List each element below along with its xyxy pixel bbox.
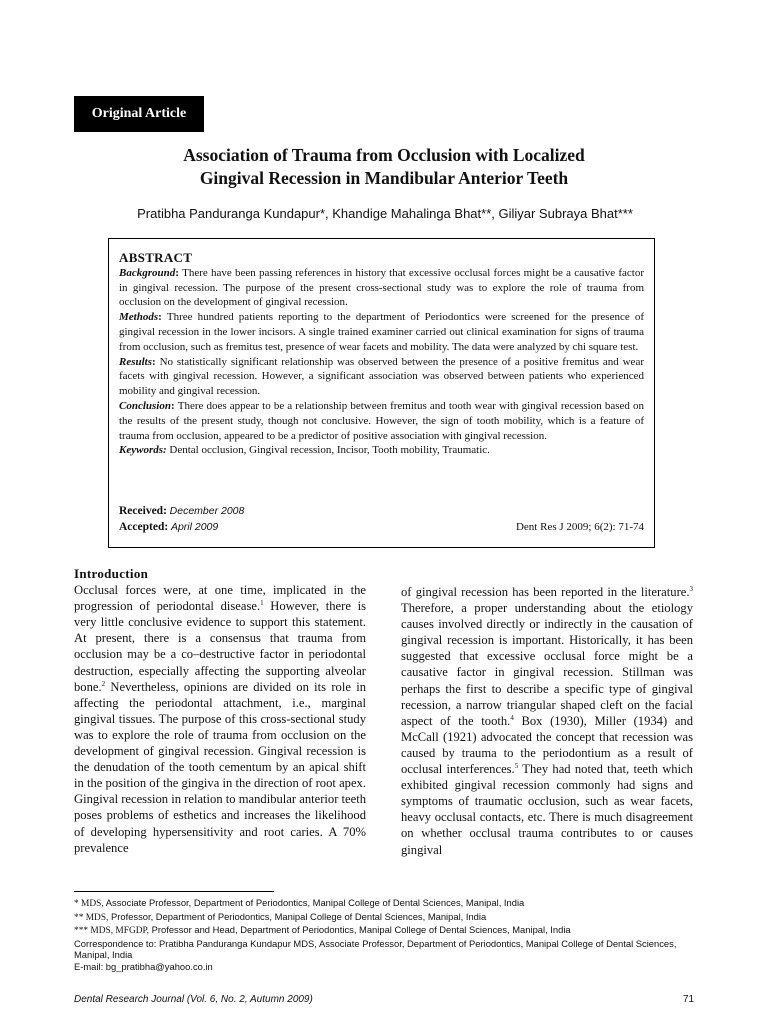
abstract-background: Background: There have been passing references in history that excessive occlusal forces might be a causative factor in gingival recession. The purpose of the present cross-sectional study was to explore the role of trauma from occlusion on the development of gingival recession. <box>119 266 644 309</box>
article-type-badge: Original Article <box>74 96 204 132</box>
background-label: Background <box>119 266 176 279</box>
ref-3: 3 <box>689 584 693 593</box>
footnote-3 <box>74 924 699 938</box>
footnote-mark: * MDS, <box>74 899 104 909</box>
ref-1: 1 <box>260 599 264 607</box>
intro-text: However, there is very little conclusive evidence to support this statement. At present, there is a consensus that trauma from occlusion may be a co–destructive factor in periodontal destruction, especially affecting the supporting alveolar bone. <box>74 599 366 694</box>
intro-text: Occlusal forces were, at one time, implicated in the progression of periodontal disease. <box>74 583 366 614</box>
ref-2: 2 <box>101 679 106 688</box>
footnote-mark: ** MDS, <box>74 912 109 923</box>
received-date: December 2008 <box>169 505 245 517</box>
page-number: 71 <box>683 994 695 1005</box>
methods-text: Three hundred patients reporting to the department of Periodontics were screened for the presence of gingival recession in the lower incisors. A single trained examiner carried out clinical examination for signs of trauma from occlusion, such as fremitus test, presence of wear facets and mobility. The data were analyzed by chi square test. <box>119 311 644 353</box>
results-text: No statistically significant relationship was observed between the presence of a positive fremitus and wear facets with gingival recession. However, a significant association was observed between patients who experienced mobility and gingival recession. <box>119 355 644 398</box>
intro-text: They had noted that, teeth which exhibited gingival recession commonly had signs and symptoms of traumatic occlusion, such as wear facets, heavy occlusal contacts, etc. There is much disagreement on whether occlusal trauma contributes to or causes gingival <box>401 762 693 857</box>
abstract-dates <box>119 503 644 535</box>
footnote-divider <box>74 891 274 892</box>
footnote-text: Professor, Department of Periodontics, Manipal College of Dental Sciences, Manipal, India <box>108 910 487 922</box>
abstract-heading: ABSTRACT <box>119 250 193 265</box>
received-label: Received: <box>119 505 167 517</box>
article-title <box>100 144 668 190</box>
email-address[interactable]: E-mail: bg_pratibha@yahoo.co.in <box>74 960 213 972</box>
ref-5: 5 <box>514 761 519 770</box>
keywords-label: Keywords: <box>119 444 167 457</box>
keywords-text: Dental occlusion, Gingival recession, Incisor, Tooth mobility, Traumatic. <box>169 444 490 457</box>
methods-label: Methods <box>119 311 159 324</box>
intro-paragraph-left <box>74 582 366 856</box>
accepted-label: Accepted: <box>119 521 169 533</box>
conclusion-label: Conclusion <box>119 399 171 412</box>
intro-paragraph-right <box>401 584 693 858</box>
title-line-2: Gingival Recession in Mandibular Anterior Teeth <box>199 168 569 188</box>
footnote-text: Associate Professor, Department of Periodontics, Manipal College of Dental Sciences, Manipal, India <box>103 897 525 908</box>
abstract-keywords <box>119 443 644 458</box>
title-line-1: Association of Trauma from Occlusion with Localized <box>183 145 585 165</box>
ref-4: 4 <box>510 713 514 722</box>
journal-footer: Dental Research Journal (Vol. 6, No. 2, Autumn 2009) <box>74 994 313 1005</box>
conclusion-text: There does appear to be a relationship between fremitus and tooth wear with gingival recession based on the results of the present study, though not conclusive. However, the sign of tooth mobility, which is a feature of trauma from occlusion, appeared to be a predictor of positive association with gingival recession. <box>119 399 644 442</box>
footnote-2 <box>74 911 699 925</box>
author-list: Pratibha Panduranga Kundapur*, Khandige Mahalinga Bhat**, Giliyar Subraya Bhat*** <box>137 206 633 221</box>
abstract-methods: Methods: Three hundred patients reporting to the department of Periodontics were screened for the presence of gingival recession in the lower incisors. A single trained examiner carried out clinical examination for signs of trauma from occlusion, such as fremitus test, presence of wear facets and mobility. The data were analyzed by chi square test. <box>119 311 644 353</box>
abstract-box <box>108 238 655 548</box>
accepted-date: April 2009 <box>170 521 219 533</box>
intro-heading: Introduction <box>74 566 149 581</box>
footnote-1 <box>74 897 699 911</box>
abstract-results: Results: No statistically significant relationship was observed between the presence of a positive fremitus and wear facets with gingival recession. However, a significant association was observed between patients who experienced mobility and gingival recession. <box>119 355 644 398</box>
background-text: There have been passing references in history that excessive occlusal forces might be a causative factor in gingival recession. The purpose of the present cross-sectional study was to explore the role of trauma from occlusion on the development of gingival recession. <box>119 266 644 309</box>
intro-text: Nevertheless, opinions are divided on its role in affecting the periodontal attachment, i.e., marginal gingival tissues. The purpose of this cross-sectional study was to explore the role of trauma from occlusion on the development of gingival recession. Gingival recession is the denudation of the tooth cementum by an apical shift in the position of the gingiva in the direction of root apex. Gingival recession in relation to mandibular anterior teeth poses problems of esthetics and increases the likelihood of developing hypersensitivity and root caries. A 70% prevalence <box>74 679 367 855</box>
intro-text: of gingival recession has been reported in the literature. <box>401 585 690 599</box>
footnotes <box>74 897 699 973</box>
journal-citation: Dent Res J 2009; 6(2): 71-74 <box>515 521 644 533</box>
abstract-conclusion: Conclusion: There does appear to be a relationship between fremitus and tooth wear with gingival recession based on the results of the present study, though not conclusive. However, the sign of tooth mobility, which is a feature of trauma from occlusion, appeared to be a predictor of positive association with gingival recession. <box>119 399 644 442</box>
intro-right-column <box>401 584 693 858</box>
intro-text: Box (1930), Miller (1934) and McCall (1921) advocated the concept that recession was caused by trauma to the periodontium as a result of occlusal interferences. <box>401 713 694 777</box>
correspondence: Correspondence to: Pratibha Panduranga Kundapur MDS, Associate Professor, Department of Periodontics, Manipal College of Dental Sciences, Manipal, India <box>74 937 677 961</box>
intro-text: Therefore, a proper understanding about the etiology causes involved directly or indirectly in the causation of gingival recession is important. Historically, it has been suggested that excessive occlusal force might be a causative factor in gingival recession. Stillman was perhaps the first to describe a specific type of gingival recession, a narrow triangular shaped cleft on the facial aspect of the tooth. <box>401 601 693 728</box>
footnote-mark: *** MDS, MFGDP, <box>74 926 150 937</box>
results-label: Results <box>119 355 153 368</box>
intro-left-column <box>74 566 366 856</box>
footnote-text: Professor and Head, Department of Periodontics, Manipal College of Dental Sciences, Manipal, India <box>149 924 571 936</box>
